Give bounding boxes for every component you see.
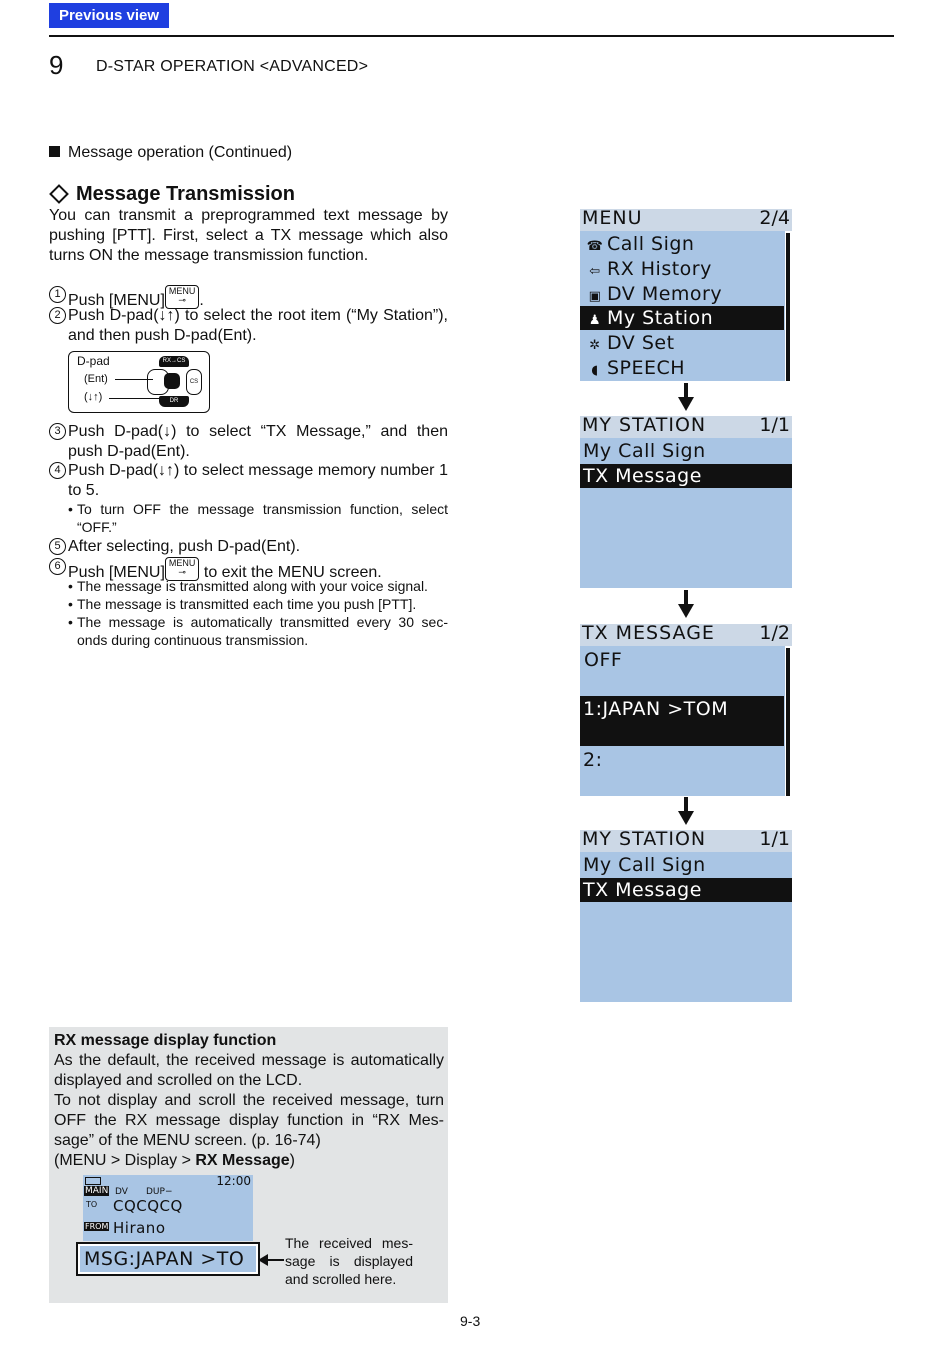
from-callsign: Hirano (113, 1219, 166, 1237)
menu-item-dv-memory[interactable]: ▣ DV Memory (580, 282, 783, 306)
dpad-updown-label: (↓↑) (84, 391, 103, 403)
section-heading-text: Message operation (Continued) (68, 144, 293, 161)
rx-box-paragraph-2: To not display and scroll the received message, turn OFF the RX message display function in “RX Mes- sage” of the MENU screen. (p. 16-74) (54, 1092, 444, 1149)
chapter-title: D-STAR OPERATION <ADVANCED> (96, 58, 369, 75)
from-badge: FROM (85, 1222, 109, 1231)
screen-title: MY STATION (582, 830, 707, 850)
mode-label: DV (115, 1187, 128, 1197)
cs-key: CS (186, 369, 202, 395)
rx-cs-key: RX→CS (159, 356, 189, 367)
tx-message-1[interactable]: 1:JAPAN >TOM (580, 696, 784, 746)
tx-message-item[interactable]: TX Message (580, 464, 792, 488)
leader-line (109, 398, 159, 399)
section-heading (49, 144, 292, 162)
screen-title: MENU (582, 209, 643, 229)
step-text-end: . (199, 292, 204, 309)
call-sign-icon: ☎ (586, 239, 604, 254)
screen-title: MY STATION (582, 416, 707, 436)
rx-box-paragraph-1: As the default, the received message is automatically displayed and scrolled on the LCD. (54, 1052, 444, 1089)
scrolling-message: MSG:JAPAN >TO (80, 1246, 256, 1272)
menu-item-rx-history[interactable]: ⇦ RX History (580, 257, 783, 281)
callout-text: The received mes- sage is displayed and scrolled here. (285, 1235, 413, 1287)
person-icon: ♟ (588, 313, 602, 328)
my-station-screen-return (580, 830, 792, 1002)
step-6-note: • The message is automatically transmitted every 30 sec- onds during continuous transmission. (68, 613, 448, 649)
rx-display-lcd (83, 1175, 253, 1241)
step-6-note: • The message is transmitted each time you push [PTT]. (68, 595, 448, 613)
step-text: Push [MENU] (68, 564, 165, 581)
my-call-sign-item[interactable]: My Call Sign (583, 854, 706, 876)
arrow-left-icon (258, 1254, 268, 1266)
my-station-screen (580, 416, 792, 588)
my-call-sign-item[interactable]: My Call Sign (583, 440, 706, 462)
menu-screen (580, 209, 792, 381)
to-label: TO (86, 1200, 98, 1209)
step-4 (49, 461, 448, 501)
step-2 (49, 306, 448, 346)
scrollbar[interactable] (786, 233, 790, 381)
main-badge: MAIN (85, 1186, 109, 1196)
step-number: 3 (49, 423, 66, 440)
step-4-note: • To turn OFF the message transmission function, select “OFF.” (68, 500, 448, 536)
rx-box-title: RX message display function (54, 1032, 277, 1049)
tx-message-off[interactable]: OFF (584, 649, 623, 671)
to-callsign: CQCQCQ (113, 1197, 183, 1215)
tx-message-2[interactable]: 2: (583, 749, 603, 771)
diamond-icon (49, 184, 69, 204)
tx-message-item[interactable]: TX Message (580, 878, 792, 902)
dpad-diagram (68, 351, 210, 413)
step-number: 6 (49, 558, 66, 575)
square-bullet-icon (49, 146, 60, 157)
screen-page: 2/4 (759, 209, 790, 229)
dpad-label: D-pad (77, 354, 110, 368)
intro-paragraph: You can transmit a preprogrammed text message by pushing [PTT]. First, select a TX message which also turns ON the message transmission function. (49, 207, 448, 264)
dv-memory-icon: ▣ (588, 289, 602, 304)
speech-icon: ◖ (591, 363, 599, 378)
step-text-end: to exit the MENU screen. (199, 564, 382, 581)
battery-icon (85, 1177, 101, 1185)
screen-page: 1/2 (759, 624, 790, 644)
previous-view-button[interactable]: Previous view (49, 3, 169, 28)
menu-key-icon: MENU ⊸ (165, 557, 200, 581)
step-text: Push D-pad(↓↑) to select message memory number 1 to 5. (68, 462, 448, 499)
step-number: 5 (49, 538, 66, 555)
step-number: 4 (49, 462, 66, 479)
menu-item-speech[interactable]: ◖ SPEECH (580, 356, 783, 380)
step-6-note: • The message is transmitted along with your voice signal. (68, 577, 448, 595)
dr-key: DR (159, 396, 189, 407)
menu-item-call-sign[interactable]: ☎ Call Sign (580, 232, 783, 256)
step-text: After selecting, push D-pad(Ent). (68, 538, 301, 555)
dpad-ent-label: (Ent) (84, 373, 108, 385)
header-rule (49, 35, 894, 37)
menu-item-my-station[interactable]: ♟ My Station (580, 306, 784, 330)
dup-label: DUP− (146, 1187, 173, 1197)
step-number: 1 (49, 286, 66, 303)
menu-key-icon: MENU ⊸ (165, 285, 200, 309)
dpad-center-key (164, 373, 180, 389)
step-text: Push [MENU] (68, 292, 165, 309)
step-text: Push D-pad(↓↑) to select the root item (“My Station”), and then push D-pad(Ent). (68, 307, 448, 344)
step-text: Push D-pad(↓) to select “TX Message,” and then push D-pad(Ent). (68, 423, 448, 460)
step-5 (49, 537, 448, 557)
step-number: 2 (49, 307, 66, 324)
rx-history-icon: ⇦ (589, 264, 601, 279)
subsection-heading (49, 183, 295, 206)
chapter-number: 9 (49, 50, 64, 80)
dv-set-icon: ✲ (589, 338, 601, 353)
screen-page: 1/1 (759, 416, 790, 436)
screen-page: 1/1 (759, 830, 790, 850)
page-number: 9-3 (460, 1313, 481, 1329)
rx-box-menu-path: (MENU > Display > RX Message) (54, 1152, 295, 1169)
message-display-bar (76, 1242, 260, 1276)
screen-title: TX MESSAGE (582, 624, 715, 644)
subsection-heading-text: Message Transmission (76, 183, 295, 205)
menu-item-dv-set[interactable]: ✲ DV Set (580, 331, 783, 355)
scrollbar[interactable] (786, 648, 790, 796)
step-3 (49, 422, 448, 462)
tx-message-screen (580, 624, 792, 796)
clock: 12:00 (216, 1174, 251, 1188)
